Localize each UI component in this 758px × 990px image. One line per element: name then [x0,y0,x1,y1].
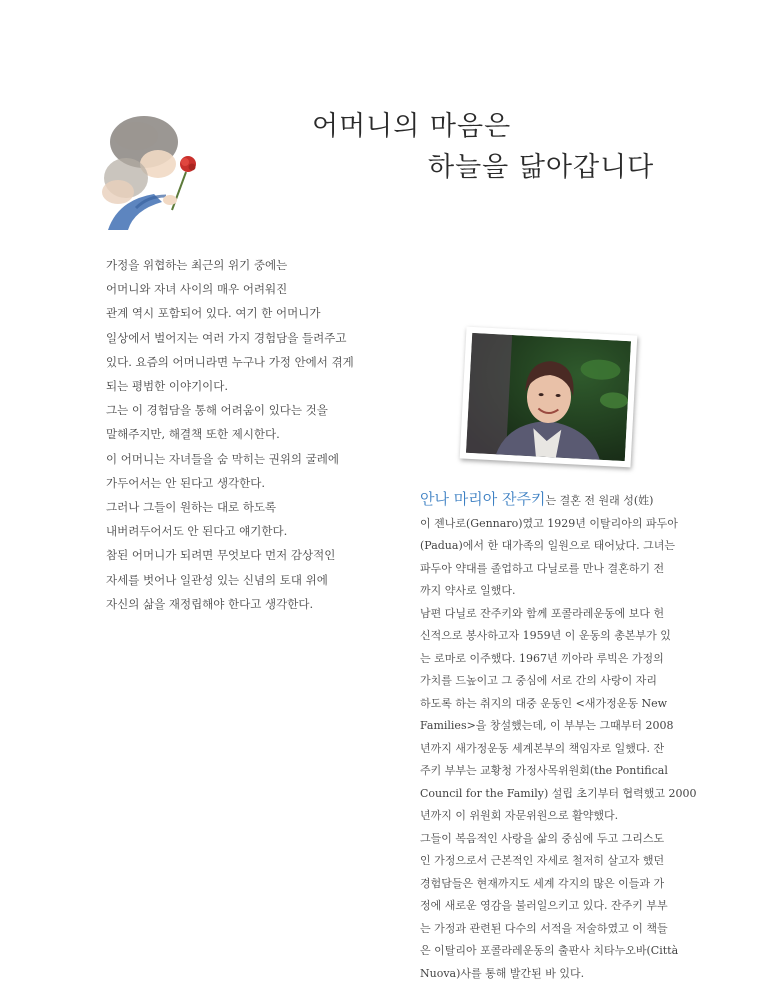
title-line-2: 하늘을 닮아갑니다 [428,152,655,183]
intro-line: 참된 어머니가 되려면 무엇보다 먼저 감상적인 [106,548,336,563]
bio-line: Council for the Family) 설립 초기부터 협력했고 2000 [420,786,697,800]
intro-line: 이 어머니는 자녀들을 숨 막히는 권위의 굴레에 [106,451,340,466]
bio-line: Families>을 창설했는데, 이 부부는 그때부터 2008 [420,719,674,732]
bio-line: 년까지 새가정운동 세계본부의 책임자로 일했다. 잔 [420,741,665,755]
bio-line: 신적으로 봉사하고자 1959년 이 운동의 총본부가 있 [420,629,671,642]
bio-line: 는 결혼 전 원래 성(姓) [545,494,654,507]
bio-first-line [420,488,670,513]
bio-line: 남편 다닐로 잔주키와 함께 포콜라레운동에 보다 헌 [420,606,665,620]
bio-line: (Padua)에서 한 대가족의 일원으로 태어났다. 그녀는 [420,539,675,552]
bio-line: 하도록 하는 취지의 대중 운동인 <새가정운동 New [420,696,668,710]
bio-line: Nuova)사를 통해 발간된 바 있다. [420,966,585,980]
intro-line: 가정을 위협하는 최근의 위기 중에는 [106,258,288,272]
bio-line: 그들이 복음적인 사랑을 삶의 중심에 두고 그리스도 [420,831,665,845]
bio-line: 파두아 약대를 졸업하고 다닐로를 만나 결혼하기 전 [420,561,665,575]
bio-line: 인 가정으로서 근본적인 자세로 철저히 살고자 했던 [420,854,665,867]
title-line-1: 어머니의 마음은 [312,111,512,142]
mother-child-illustration [96,112,208,230]
author-bio [420,488,697,985]
intro-line: 말해주지만, 해결책 또한 제시한다. [106,427,280,442]
intro-line: 있다. 요즘의 어머니라면 누구나 가정 안에서 겪게 [106,354,354,369]
intro-line: 그러나 그들이 원하는 대로 하도록 [106,500,277,515]
intro-paragraph [106,253,376,616]
intro-line: 일상에서 벌어지는 여러 가지 경험담을 들려주고 [106,330,347,345]
intro-line: 자신의 삶을 재정립해야 한다고 생각한다. [106,596,314,611]
intro-line: 자세를 벗어나 일관성 있는 신념의 토대 위에 [106,572,328,587]
bio-line: 까지 약사로 일했다. [420,584,516,597]
intro-line: 가두어서는 안 된다고 생각한다. [106,475,266,490]
author-photo [460,327,638,468]
intro-line: 내버려두어서도 안 된다고 얘기한다. [106,524,288,539]
intro-line: 관계 역시 포함되어 있다. 여기 한 어머니가 [106,306,321,321]
bio-line: 가치를 드높이고 그 중심에 서로 간의 사랑이 자리 [420,674,657,687]
intro-line: 되는 평범한 이야기이다. [106,379,229,394]
author-name: 안나 마리아 잔주키 [420,490,546,508]
bio-line: 는 로마로 이주했다. 1967년 끼아라 루빅은 가정의 [420,651,664,665]
bio-line: 는 가정과 관련된 다수의 서적을 저술하였고 이 책들 [420,921,668,935]
intro-line: 어머니와 자녀 사이의 매우 어려워진 [106,282,288,297]
bio-line: 은 이탈리아 포콜라레운동의 출판사 치타누오바(Città [420,944,679,957]
bio-line: 주키 부부는 교황청 가정사목위원회(the Pontifical [420,764,668,777]
bio-line: 정에 새로운 영감을 불러일으키고 있다. 잔주키 부부 [420,899,668,912]
bio-line: 이 젠나로(Gennaro)였고 1929년 이탈리아의 파두아 [420,516,678,530]
bio-line: 년까지 이 위원회 자문위원으로 활약했다. [420,809,619,822]
bio-line: 경험담들은 현재까지도 세계 각지의 많은 이들과 가 [420,876,665,890]
intro-line: 그는 이 경험담을 통해 어려움이 있다는 것을 [106,403,328,418]
